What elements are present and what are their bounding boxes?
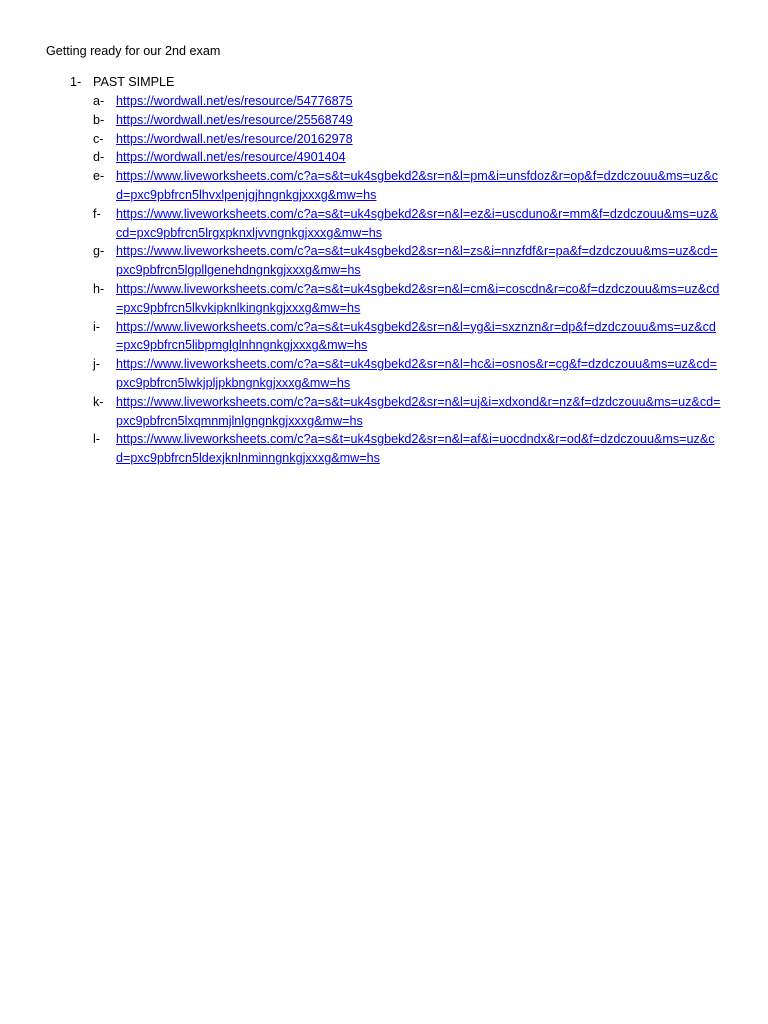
- resource-link[interactable]: https://wordwall.net/es/resource/54776875: [116, 94, 353, 108]
- list-item: [93, 148, 730, 167]
- item-letter: i-: [93, 319, 100, 334]
- resource-link[interactable]: https://wordwall.net/es/resource/25568749: [116, 112, 353, 127]
- item-letter: h-: [93, 281, 105, 296]
- item-letter: g-: [93, 244, 105, 259]
- resource-link[interactable]: https://wordwall.net/es/resource/20162978: [116, 131, 353, 146]
- resource-link[interactable]: https://www.liveworksheets.com/c?a=s&t=uk4sgbekd2&sr=n&l=af&i=uocdndx&r=od&f=dzdczouu&ms=uz&cd=pxc9pbfrcn5ldexjknlnminngnkgjxxxg&mw=hs: [116, 432, 715, 466]
- item-letter: d-: [93, 150, 105, 165]
- resource-list: [93, 92, 730, 468]
- item-letter: j-: [93, 357, 100, 372]
- list-item: [93, 111, 730, 130]
- document-title: Getting ready for our 2nd exam: [46, 44, 221, 58]
- resource-link[interactable]: https://www.liveworksheets.com/c?a=s&t=uk4sgbekd2&sr=n&l=uj&i=xdxond&r=nz&f=dzdczouu&ms=uz&cd=pxc9pbfrcn5lxqmnmjlnlgngnkgjxxxg&mw=hs: [116, 394, 721, 428]
- resource-link[interactable]: https://www.liveworksheets.com/c?a=s&t=uk4sgbekd2&sr=n&l=zs&i=nnzfdf&r=pa&f=dzdczouu&ms=uz&cd=pxc9pbfrcn5lgpllgenehdngnkgjxxxg&mw=hs: [116, 244, 718, 278]
- list-item: [93, 355, 730, 393]
- resource-link[interactable]: https://www.liveworksheets.com/c?a=s&t=uk4sgbekd2&sr=n&l=pm&i=unsfdoz&r=op&f=dzdczouu&ms=uz&cd=pxc9pbfrcn5lhvxlpenjgjhngnkgjxxxg&mw=hs: [116, 169, 719, 202]
- section-past-simple: [70, 74, 730, 468]
- section-number: 1-: [70, 75, 82, 89]
- section-heading-row: [70, 74, 730, 92]
- list-item: [93, 167, 730, 205]
- resource-link[interactable]: https://www.liveworksheets.com/c?a=s&t=uk4sgbekd2&sr=n&l=ez&i=uscduno&r=mm&f=dzdczouu&ms=uz&cd=pxc9pbfrcn5lrgxpknxljvvngnkgjxxxg&mw=hs: [116, 206, 719, 240]
- list-item: [93, 92, 730, 111]
- item-letter: f-: [93, 206, 101, 221]
- resource-link[interactable]: https://wordwall.net/es/resource/4901404: [116, 150, 346, 165]
- item-letter: e-: [93, 169, 105, 184]
- list-item: [93, 393, 730, 431]
- list-item: [93, 280, 730, 318]
- list-item: [93, 205, 730, 243]
- resource-link[interactable]: https://www.liveworksheets.com/c?a=s&t=uk4sgbekd2&sr=n&l=cm&i=coscdn&r=co&f=dzdczouu&ms=uz&cd=pxc9pbfrcn5lkvkipknlkingnkgjxxxg&mw=hs: [116, 281, 720, 315]
- resource-link[interactable]: https://www.liveworksheets.com/c?a=s&t=uk4sgbekd2&sr=n&l=yg&i=sxznzn&r=dp&f=dzdczouu&ms=uz&cd=pxc9pbfrcn5libpmglglnhngnkgjxxxg&mw=hs: [116, 319, 716, 353]
- list-item: [93, 430, 730, 468]
- list-item: [93, 242, 730, 280]
- item-letter: c-: [93, 131, 104, 146]
- list-item: [93, 318, 730, 356]
- section-heading: PAST SIMPLE: [93, 75, 175, 89]
- item-letter: k-: [93, 394, 104, 409]
- list-item: [93, 130, 730, 149]
- item-letter: l-: [93, 432, 100, 447]
- item-letter: b-: [93, 112, 105, 127]
- resource-link[interactable]: https://www.liveworksheets.com/c?a=s&t=uk4sgbekd2&sr=n&l=hc&i=osnos&r=cg&f=dzdczouu&ms=uz&cd=pxc9pbfrcn5lwkjpljpkbngnkgjxxxg&mw=hs: [116, 357, 717, 390]
- item-letter: a-: [93, 94, 105, 108]
